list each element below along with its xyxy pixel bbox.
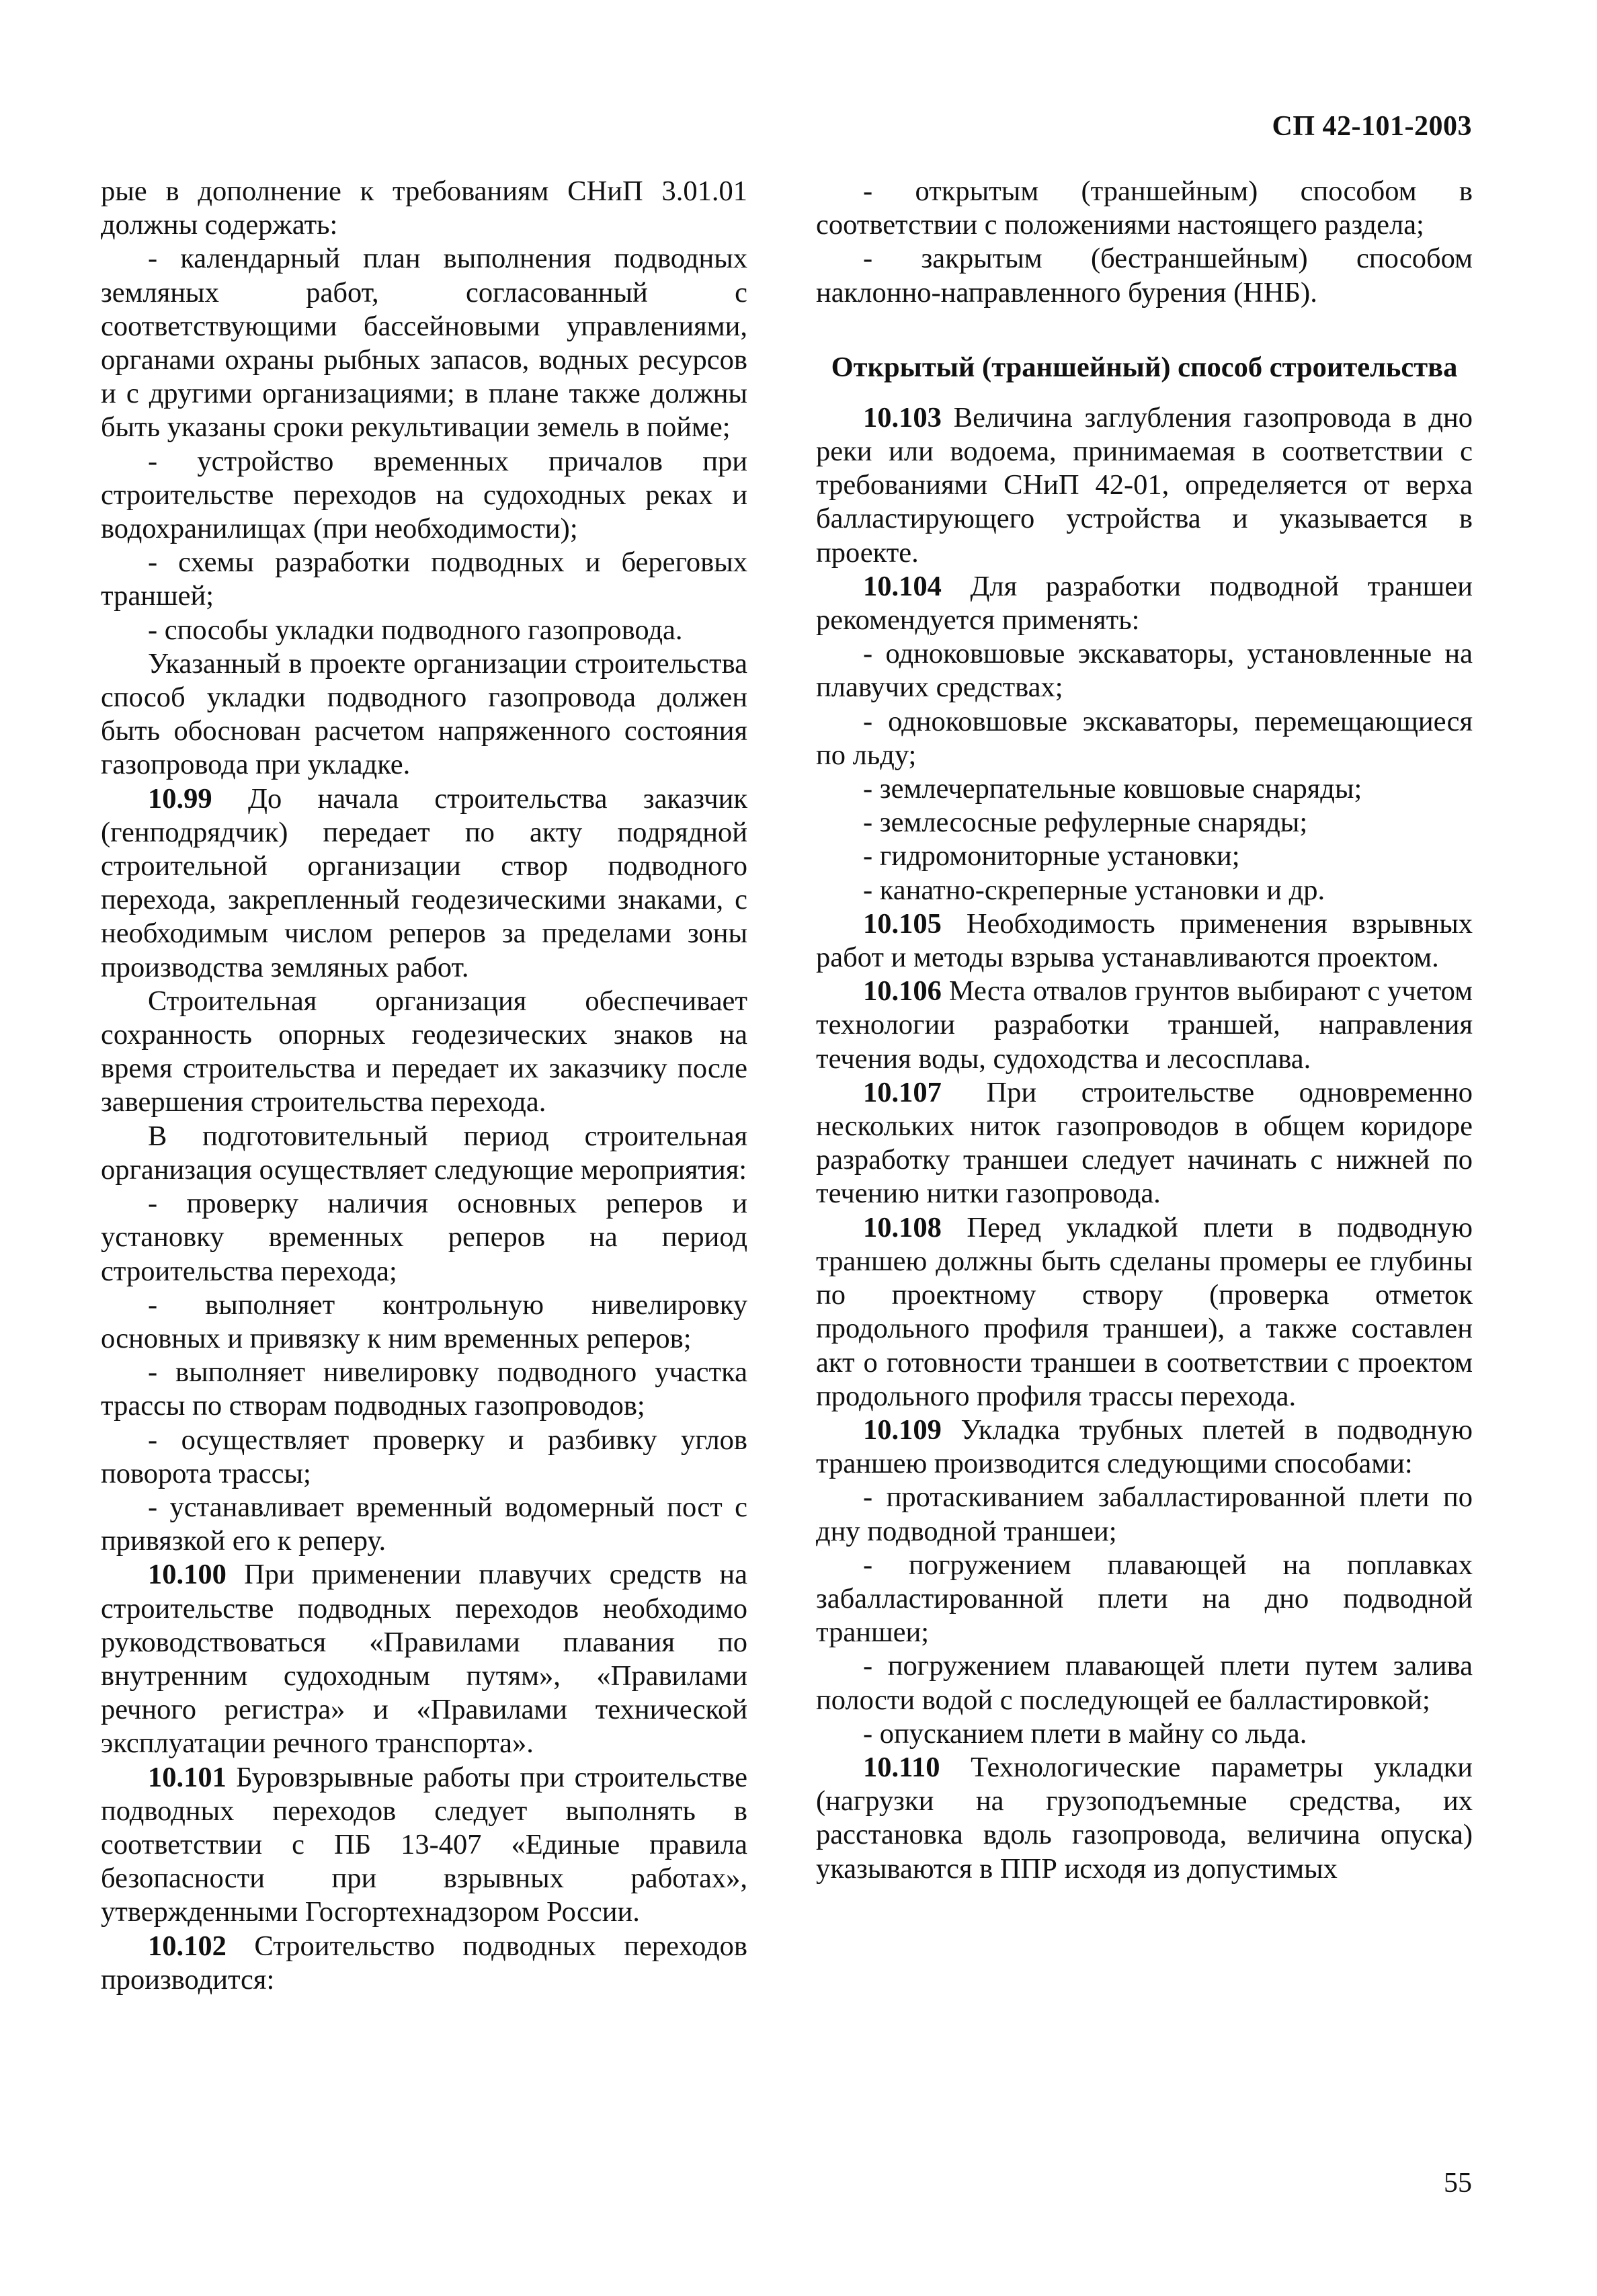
clause-number: 10.102 [148, 1930, 227, 1962]
clause-number: 10.103 [863, 401, 942, 434]
clause-paragraph [101, 1558, 747, 1760]
clause-paragraph [101, 1930, 747, 1997]
paragraph-text: Укладка трубных плетей в подводную траншею производится следующими способами: [816, 1413, 1473, 1480]
clause-paragraph [816, 907, 1473, 975]
paragraph-text: - способы укладки подводного газопровода. [148, 614, 683, 646]
paragraph-text: Величина заглубления газопровода в дно реки или водоема, принимаемая в соответствии с требованиями СНиП 42-01, определяется от верха балластирующего устройства и указывается в проекте. [816, 401, 1473, 569]
paragraph [101, 546, 747, 613]
clause-paragraph [816, 1751, 1473, 1886]
paragraph-text: - схемы разработки подводных и береговых траншей; [101, 546, 747, 612]
clause-number: 10.99 [148, 782, 212, 815]
paragraph [816, 874, 1473, 907]
clause-number: 10.104 [863, 570, 942, 602]
left-column [101, 175, 747, 1997]
clause-paragraph [101, 782, 747, 985]
paragraph-text: Необходимость применения взрывных работ и методы взрыва устанавливаются проектом. [816, 907, 1473, 974]
paragraph [816, 637, 1473, 704]
paragraph [816, 1649, 1473, 1717]
clause-paragraph [816, 1413, 1473, 1481]
paragraph-text: рые в дополнение к требованиям СНиП 3.01.01 должны содержать: [101, 175, 747, 241]
clause-number: 10.105 [863, 907, 942, 940]
paragraph-text: Места отвалов грунтов выбирают с учетом технологии разработки траншей, направления течения воды, судоходства и лесосплава. [816, 975, 1473, 1075]
paragraph [816, 175, 1473, 242]
paragraph [101, 1120, 747, 1187]
clause-number: 10.109 [863, 1413, 942, 1446]
paragraph-text: - устанавливает временный водомерный пост с привязкой его к реперу. [101, 1491, 747, 1557]
paragraph [101, 1288, 747, 1356]
paragraph-text: Буровзрывные работы при строительстве подводных переходов следует выполнять в соответствии с ПБ 13-407 «Единые правила безопасности при взрывных работах», утвержденными Госгортехнадзором России. [101, 1761, 747, 1928]
clause-number: 10.106 [863, 975, 942, 1008]
paragraph-text: Указанный в проекте организации строительства способ укладки подводного газопровода должен быть обоснован расчетом напряженного состояния газопровода при укладке. [101, 647, 747, 781]
right-column [816, 175, 1473, 1886]
clause-number: 10.101 [148, 1761, 227, 1793]
section-title: Открытый (траншейный) способ строительства [831, 351, 1458, 383]
paragraph-text: - проверку наличия основных реперов и установку временных реперов на период строительства перехода; [101, 1188, 747, 1287]
paragraph [101, 1424, 747, 1491]
right-column-body [816, 401, 1473, 1886]
paragraph [101, 175, 747, 242]
page-number: 55 [1444, 2168, 1472, 2199]
clause-paragraph [816, 570, 1473, 637]
paragraph [101, 1491, 747, 1558]
paragraph [816, 1481, 1473, 1548]
paragraph [816, 242, 1473, 309]
paragraph [816, 1717, 1473, 1751]
paragraph-text: - выполняет контрольную нивелировку основных и привязку к ним временных реперов; [101, 1288, 747, 1354]
paragraph [101, 647, 747, 782]
paragraph-text: - закрытым (бестраншейным) способом наклонно-направленного бурения (ННБ). [816, 243, 1473, 309]
clause-paragraph [816, 1076, 1473, 1211]
paragraph [816, 806, 1473, 839]
right-column-top [816, 175, 1473, 310]
paragraph-text: - опусканием плети в майну со льда. [863, 1717, 1307, 1750]
document-code-header: СП 42-101-2003 [1272, 111, 1472, 142]
clause-number: 10.110 [863, 1751, 940, 1783]
paragraph [101, 1356, 747, 1423]
paragraph [101, 445, 747, 546]
clause-paragraph [816, 401, 1473, 570]
clause-number: 10.108 [863, 1211, 942, 1243]
paragraph-text: - одноковшовые экскаваторы, установленные на плавучих средствах; [816, 638, 1473, 704]
paragraph-text: - канатно-скреперные установки и др. [863, 874, 1325, 906]
paragraph-text: - погружением плавающей на поплавках забалластированной плети на дно подводной траншеи; [816, 1549, 1473, 1649]
paragraph-text: До начала строительства заказчик (генподрядчик) передает по акту подрядной строительной организации створ подводного перехода, закрепленный геодезическими знаками, с необходимым числом реперов за пределами зоны производства земляных работ. [101, 782, 748, 983]
paragraph-text: - протаскиванием забалластированной плети по дну подводной траншеи; [816, 1481, 1473, 1547]
paragraph-text: - гидромониторные установки; [863, 840, 1240, 872]
clause-paragraph [816, 1211, 1473, 1413]
paragraph-text: Технологические параметры укладки (нагрузки на грузоподъемные средства, их расстановка вдоль газопровода, величина опуска) указываются в ППР исходя из допустимых [816, 1751, 1473, 1885]
paragraph-text: При применении плавучих средств на строительстве подводных переходов необходимо руководствоваться «Правилами плавания по внутренним судоходным путям», «Правилами речного регистра» и «Правилами технической эксплуатации речного транспорта». [101, 1559, 747, 1760]
paragraph-text: В подготовительный период строительная организация осуществляет следующие мероприятия: [101, 1120, 747, 1186]
paragraph-text: - одноковшовые экскаваторы, перемещающиеся по льду; [816, 705, 1473, 771]
paragraph [101, 985, 747, 1120]
paragraph-text: Для разработки подводной траншеи рекомендуется применять: [816, 570, 1473, 637]
paragraph [816, 1549, 1473, 1650]
paragraph [101, 614, 747, 647]
paragraph-text: Перед укладкой плети в подводную траншею должны быть сделаны промеры ее глубины по проектному створу (проверка отметок продольного профиля траншеи), а также составлен акт о готовности траншеи в соответствии с проектом продольного профиля трассы перехода. [816, 1211, 1473, 1412]
paragraph [816, 772, 1473, 806]
paragraph-text: - землесосные рефулерные снаряды; [863, 807, 1308, 839]
paragraph-text: - погружением плавающей плети путем залива полости водой с последующей ее балластировкой; [816, 1650, 1473, 1716]
clause-number: 10.107 [863, 1076, 942, 1108]
paragraph-text: - открытым (траншейным) способом в соответствии с положениями настоящего раздела; [816, 175, 1473, 241]
paragraph-text: Строительство подводных переходов производится: [101, 1930, 748, 1996]
paragraph-text: Строительная организация обеспечивает сохранность опорных геодезических знаков на время строительства и передает их заказчику после завершения строительства перехода. [101, 985, 747, 1118]
paragraph [816, 705, 1473, 772]
paragraph [101, 242, 747, 444]
clause-paragraph [101, 1761, 747, 1930]
paragraph [816, 839, 1473, 873]
clause-number: 10.100 [148, 1559, 227, 1591]
paragraph [101, 1187, 747, 1288]
paragraph-text: - календарный план выполнения подводных земляных работ, согласованный с соответствующими бассейновыми управлениями, органами охраны рыбных запасов, водных ресурсов и с другими организациями; в плане также должны быть указаны сроки рекультивации земель в пойме; [101, 243, 747, 444]
paragraph-text: - выполняет нивелировку подводного участка трассы по створам подводных газопроводов; [101, 1356, 747, 1422]
paragraph-text: - осуществляет проверку и разбивку углов поворота трассы; [101, 1424, 747, 1489]
clause-paragraph [816, 975, 1473, 1076]
paragraph-text: При строительстве одновременно нескольких ниток газопроводов в общем коридоре разработку траншеи следует начинать с нижней по течению нитки газопровода. [816, 1076, 1473, 1210]
paragraph-text: - землечерпательные ковшовые снаряды; [863, 773, 1362, 805]
paragraph-text: - устройство временных причалов при строительстве переходов на судоходных реках и водохранилищах (при необходимости); [101, 445, 747, 545]
